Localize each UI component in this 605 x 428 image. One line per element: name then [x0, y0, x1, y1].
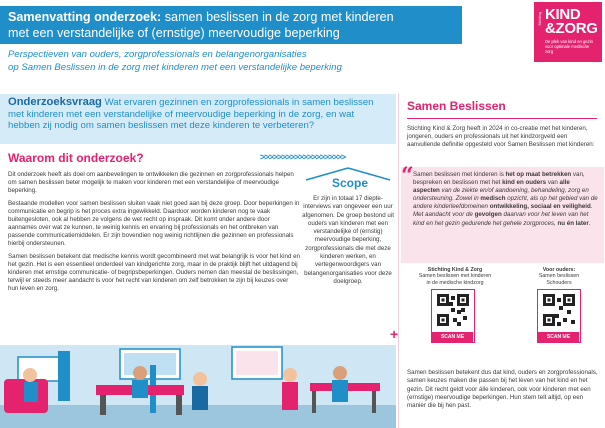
scan-me-label: SCAN ME: [538, 332, 579, 342]
qr1-sub1: Samen beslissen met kinderen: [418, 273, 492, 280]
why-heading: Waarom dit onderzoek?: [8, 151, 144, 165]
definition-box: [401, 167, 604, 263]
header: [0, 0, 605, 93]
def-e: van: [546, 179, 560, 187]
qr1-label: [411, 267, 499, 286]
qr1-sub2: in de medische kindzorg: [426, 279, 484, 286]
plus-icon: +: [390, 326, 399, 342]
question-line-3: hebben zij nodig om samen beslissen met deze kinderen te verbeteren?: [8, 120, 315, 132]
samen-intro: Stichting Kind & Zorg heeft in 2024 in co-creatie met het kinderen, jongeren, ouders en professionals uit het kindzorgveld een aanvullende definitie opgesteld voor Samen Beslissen met kinderen:: [407, 125, 595, 149]
def-j: ontwikkeling, sociaal en veiligheid: [489, 203, 591, 211]
question-text-1: Wat ervaren gezinnen en zorgprofessionals in samen beslissen: [101, 97, 374, 108]
scope-heading: Scope: [332, 176, 369, 190]
title-rest: samen beslissen in de zorg met kinderen: [161, 10, 394, 24]
def-n: nu én later: [557, 219, 589, 227]
qr2-title: Voor ouders:: [542, 267, 576, 273]
qr2-label: [519, 267, 599, 286]
qr-code-icon: [437, 294, 469, 326]
definition-text: [413, 171, 598, 228]
question-line-2: met kinderen met een verstandelijke of meervoudige beperking in de zorg, en wat: [8, 108, 355, 120]
logo-prefix: Stichting: [538, 12, 542, 26]
def-i: opzicht, als op het gebied van de andere kinderleefdomeinen: [413, 195, 598, 211]
qr-code-icon: [543, 294, 575, 326]
why-body: [8, 171, 300, 298]
qr-code-ouders[interactable]: [537, 289, 581, 343]
def-c: van, bespreken en beslissen met het: [413, 171, 585, 187]
hospital-illustration: [0, 335, 396, 428]
logo-line-1: KIND: [545, 6, 581, 23]
def-f: alle aspecten: [413, 179, 570, 195]
logo-line-2: &ZORG: [545, 20, 598, 37]
subtitle-line-1: Perspectieven van ouders, zorgprofessionals en belangenorganisaties: [8, 49, 307, 60]
title-line-2: met een verstandelijke of (ernstige) meervoudige beperking: [8, 26, 340, 40]
quote-icon: “: [401, 163, 414, 189]
def-m: daarvan voor het leven van het kind en het gezin gedurende het gehele zorgproces,: [413, 211, 589, 227]
question-label: Onderzoeksvraag: [8, 96, 102, 108]
scan-me-label: SCAN ME: [432, 332, 473, 342]
research-question-box: [0, 94, 396, 144]
samen-outro: Samen beslissen betekent dus dat kind, ouders en zorgprofessionals, samen keuzes maken die passen bij het leven van het kind en het gezin. Dit recht geldt voor álle kinderen, ook voor kinderen met een (ernstige) meervoudige beperkingen. Hun stem telt altijd, op een manier die bij hen past.: [407, 369, 598, 410]
qr-code-kind-zorg[interactable]: [431, 289, 475, 343]
def-k: . Met aandacht voor de: [413, 203, 593, 219]
def-g: van de ziekte en/of aandoening, behandeling, zorg en ondersteuning. Zowel in: [413, 187, 589, 203]
title-line-1: [8, 9, 456, 25]
qr1-title: Stichting Kind & Zorg: [427, 267, 483, 273]
qr2-sub2: Schouders: [546, 279, 572, 286]
def-o: .: [588, 219, 591, 227]
samen-beslissen-heading: Samen Beslissen: [407, 99, 506, 113]
def-h: medisch: [480, 195, 506, 203]
scope-text: Er zijn in totaal 17 diepte-interviews van ongeveer een uur afgenomen. De groep bestond uit ouders van kinderen met een verstandelijke of (ernstig) meervoudige beperking, zorgprofessionals die met deze kinderen werken, en vertegenwoordigers van belangenorganisaties voor deze doelgroep.: [302, 195, 394, 285]
why-paragraph-3: Samen beslissen betekent dat medische kennis wordt gecombineerd met wat belangrijk is voor het kind en het gezin. Het is een essentieel onderdeel van kindgerichte zorg, maar in de praktijk blijft het uitdagend bij kinderen met ernstige communicatie- of begripsbeperkingen. Ouders nemen dan meestal de beslissingen, terwijl er steeds meer aandacht is voor het recht van kinderen om zelf betrokken te zijn bij keuzes over hun leven en zorg.: [8, 253, 301, 293]
def-d: kind en ouders: [502, 179, 547, 187]
subtitle-line-2: op Samen Beslissen in de zorg met kinderen met een verstandelijke beperking: [8, 61, 342, 73]
logo-tagline: De plek van kind en gezin voor optimale medische zorg: [545, 39, 593, 54]
why-paragraph-1: Dit onderzoek heeft als doel om aanbevelingen te ontwikkelen die gezinnen en zorgprofessionals helpen om samen beslissen beter mogelijk te maken voor kinderen met een verstandelijke of meervoudige beperking.: [8, 171, 294, 195]
title-bar: [0, 6, 462, 44]
question-line-1: [8, 97, 388, 109]
title-bold: Samenvatting onderzoek:: [8, 10, 162, 24]
qr2-sub1: Samen beslissen: [538, 273, 580, 280]
def-b: het op maat betrekken: [505, 171, 572, 178]
def-a: Samen beslissen met kinderen is: [413, 171, 506, 178]
arrow-decoration: >>>>>>>>>>>>>>>>>>>>: [260, 152, 346, 162]
subtitle: [8, 49, 342, 74]
samen-beslissen-panel: [398, 93, 605, 428]
kind-en-zorg-logo[interactable]: [534, 2, 602, 62]
def-l: gevolgen: [474, 211, 502, 219]
heading-divider: [407, 118, 597, 119]
why-paragraph-2: Bestaande modellen voor samen beslissen sluiten vaak niet goed aan bij deze groep. Door beperkingen in communicatie en begrip is het proces extra ingewikkeld. Daardoor worden kinderen nog te vaak buitengesloten, ook al hebben ze volgens de wet recht op inspraak. Dit komt onder andere door aannames over wat ze kunnen, te weinig kennis en ervaring bij professionals en het ontbreken van passende communicatiemiddelen. Er zijn bovendien nog weinig richtlijnen die gezinnen en professionals hierbij ondersteunen.: [8, 199, 300, 248]
